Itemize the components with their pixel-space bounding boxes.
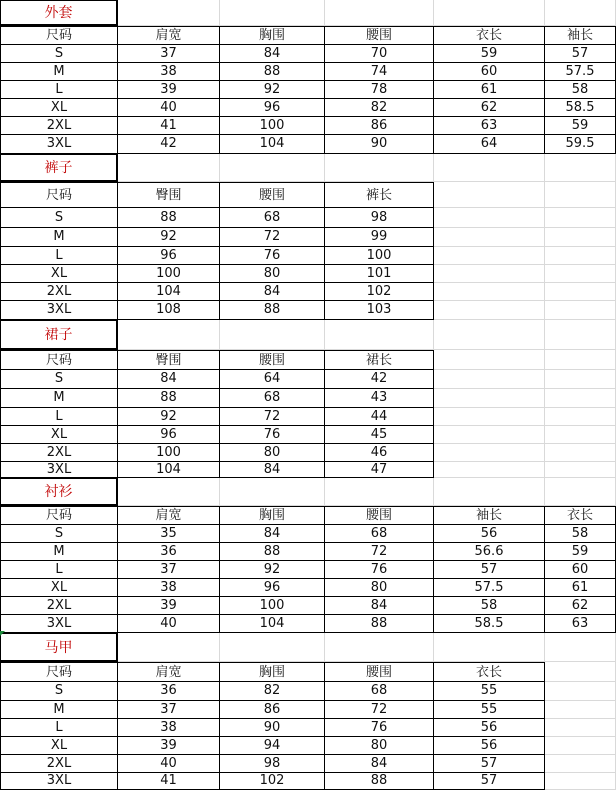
data-cell[interactable]: S [0,45,118,63]
data-cell[interactable]: 2XL [0,755,118,773]
data-cell[interactable]: L [0,408,118,426]
grid-cell[interactable] [545,408,616,426]
data-cell[interactable]: 2XL [0,117,118,135]
section-title[interactable]: 马甲 [0,633,118,662]
grid-cell[interactable] [545,773,616,790]
grid-cell[interactable] [118,320,220,350]
data-cell[interactable]: 63 [434,117,545,135]
data-cell[interactable]: 100 [220,117,325,135]
data-cell[interactable]: 39 [118,737,220,755]
grid-cell[interactable] [545,301,616,320]
data-cell[interactable]: 84 [325,597,434,615]
header-cell[interactable]: 尺码 [0,350,118,370]
data-cell[interactable]: 46 [325,444,434,462]
data-cell[interactable]: 72 [325,543,434,561]
data-cell[interactable]: 88 [220,301,325,320]
data-cell[interactable]: M [0,228,118,247]
data-cell[interactable]: 92 [118,228,220,247]
grid-cell[interactable] [220,154,325,182]
grid-cell[interactable] [545,370,616,389]
grid-cell[interactable] [545,265,616,283]
data-cell[interactable]: 88 [325,773,434,790]
section-title[interactable]: 裤子 [0,154,118,182]
data-cell[interactable]: 104 [118,462,220,478]
grid-cell[interactable] [545,0,616,26]
data-cell[interactable]: 90 [220,719,325,737]
header-cell[interactable]: 腰围 [325,26,434,45]
grid-cell[interactable] [545,154,616,182]
data-cell[interactable]: 35 [118,525,220,543]
data-cell[interactable]: 3XL [0,773,118,790]
data-cell[interactable]: 88 [325,615,434,633]
header-cell[interactable]: 裙长 [325,350,434,370]
data-cell[interactable]: 59 [545,117,616,135]
grid-cell[interactable] [434,389,545,408]
grid-cell[interactable] [434,182,545,208]
data-cell[interactable]: 61 [434,81,545,99]
grid-cell[interactable] [434,370,545,389]
data-cell[interactable]: 76 [220,426,325,444]
header-cell[interactable]: 腰围 [220,182,325,208]
data-cell[interactable]: 84 [118,370,220,389]
data-cell[interactable]: 96 [220,579,325,597]
data-cell[interactable]: 84 [220,283,325,301]
data-cell[interactable]: 99 [325,228,434,247]
data-cell[interactable]: 3XL [0,301,118,320]
header-cell[interactable]: 胸围 [220,662,325,682]
data-cell[interactable]: 96 [220,99,325,117]
data-cell[interactable]: 96 [118,247,220,265]
data-cell[interactable]: 57 [434,755,545,773]
data-cell[interactable]: 56 [434,525,545,543]
grid-cell[interactable] [545,719,616,737]
data-cell[interactable]: 42 [118,135,220,154]
data-cell[interactable]: 36 [118,543,220,561]
data-cell[interactable]: 47 [325,462,434,478]
data-cell[interactable]: L [0,719,118,737]
data-cell[interactable]: M [0,543,118,561]
grid-cell[interactable] [434,247,545,265]
grid-cell[interactable] [220,633,325,662]
data-cell[interactable]: 56 [434,719,545,737]
grid-cell[interactable] [434,208,545,228]
data-cell[interactable]: 59 [434,45,545,63]
data-cell[interactable]: XL [0,426,118,444]
data-cell[interactable]: 92 [220,561,325,579]
data-cell[interactable]: 68 [220,389,325,408]
grid-cell[interactable] [545,444,616,462]
data-cell[interactable]: 84 [220,462,325,478]
data-cell[interactable]: M [0,389,118,408]
data-cell[interactable]: 86 [325,117,434,135]
grid-cell[interactable] [325,154,434,182]
data-cell[interactable]: 40 [118,755,220,773]
data-cell[interactable]: 84 [220,525,325,543]
cell-comment-marker [0,631,5,636]
header-cell[interactable]: 腰围 [220,350,325,370]
data-cell[interactable]: 104 [118,283,220,301]
data-cell[interactable]: 84 [325,755,434,773]
header-cell[interactable]: 肩宽 [118,662,220,682]
grid-cell[interactable] [434,265,545,283]
grid-cell[interactable] [434,301,545,320]
grid-cell[interactable] [434,350,545,370]
data-cell[interactable]: 72 [220,228,325,247]
data-cell[interactable]: 88 [118,208,220,228]
data-cell[interactable]: 45 [325,426,434,444]
data-cell[interactable]: 84 [220,45,325,63]
data-cell[interactable]: 90 [325,135,434,154]
grid-cell[interactable] [434,283,545,301]
data-cell[interactable]: 59.5 [545,135,616,154]
data-cell[interactable]: 94 [220,737,325,755]
data-cell[interactable]: 92 [118,408,220,426]
grid-cell[interactable] [545,682,616,701]
grid-cell[interactable] [434,444,545,462]
data-cell[interactable]: 38 [118,63,220,81]
data-cell[interactable]: 37 [118,701,220,719]
data-cell[interactable]: 64 [434,135,545,154]
data-cell[interactable]: 80 [325,737,434,755]
data-cell[interactable]: 80 [220,444,325,462]
grid-cell[interactable] [325,0,434,26]
data-cell[interactable]: 100 [118,444,220,462]
data-cell[interactable]: 88 [220,543,325,561]
data-cell[interactable]: 3XL [0,462,118,478]
grid-cell[interactable] [434,633,545,662]
grid-cell[interactable] [545,247,616,265]
data-cell[interactable]: 39 [118,81,220,99]
data-cell[interactable]: 40 [118,615,220,633]
grid-cell[interactable] [545,389,616,408]
data-cell[interactable]: 76 [220,247,325,265]
header-cell[interactable]: 胸围 [220,26,325,45]
data-cell[interactable]: 82 [220,682,325,701]
grid-cell[interactable] [325,633,434,662]
grid-cell[interactable] [325,320,434,350]
data-cell[interactable]: 104 [220,615,325,633]
data-cell[interactable]: L [0,561,118,579]
data-cell[interactable]: 88 [118,389,220,408]
grid-cell[interactable] [545,462,616,478]
header-cell[interactable]: 尺码 [0,26,118,45]
grid-cell[interactable] [118,633,220,662]
data-cell[interactable]: 70 [325,45,434,63]
data-cell[interactable]: 3XL [0,135,118,154]
data-cell[interactable]: XL [0,99,118,117]
grid-cell[interactable] [545,478,616,506]
data-cell[interactable]: 38 [118,719,220,737]
section-title[interactable]: 裙子 [0,320,118,350]
grid-cell[interactable] [545,737,616,755]
data-cell[interactable]: L [0,247,118,265]
data-cell[interactable]: 55 [434,682,545,701]
grid-cell[interactable] [545,426,616,444]
data-cell[interactable]: 60 [434,63,545,81]
data-cell[interactable]: 103 [325,301,434,320]
data-cell[interactable]: 92 [220,81,325,99]
grid-cell[interactable] [545,633,616,662]
data-cell[interactable]: 59 [545,543,616,561]
data-cell[interactable]: 57 [434,561,545,579]
data-cell[interactable]: 76 [325,561,434,579]
header-cell[interactable]: 袖长 [434,506,545,525]
header-cell[interactable]: 肩宽 [118,506,220,525]
header-cell[interactable]: 衣长 [434,26,545,45]
data-cell[interactable]: 102 [325,283,434,301]
data-cell[interactable]: 41 [118,117,220,135]
data-cell[interactable]: S [0,370,118,389]
data-cell[interactable]: XL [0,579,118,597]
data-cell[interactable]: S [0,682,118,701]
grid-cell[interactable] [434,320,545,350]
header-cell[interactable]: 尺码 [0,182,118,208]
header-cell[interactable]: 肩宽 [118,26,220,45]
data-cell[interactable]: S [0,208,118,228]
data-cell[interactable]: 57 [434,773,545,790]
grid-cell[interactable] [545,208,616,228]
data-cell[interactable]: 98 [325,208,434,228]
data-cell[interactable]: 80 [220,265,325,283]
grid-cell[interactable] [545,350,616,370]
data-cell[interactable]: L [0,81,118,99]
data-cell[interactable]: 2XL [0,283,118,301]
data-cell[interactable]: XL [0,265,118,283]
grid-cell[interactable] [325,478,434,506]
data-cell[interactable]: 40 [118,99,220,117]
data-cell[interactable]: 36 [118,682,220,701]
data-cell[interactable]: 57.5 [545,63,616,81]
grid-cell[interactable] [434,408,545,426]
data-cell[interactable]: 58 [545,81,616,99]
data-cell[interactable]: 58.5 [545,99,616,117]
grid-cell[interactable] [545,755,616,773]
header-cell[interactable]: 胸围 [220,506,325,525]
header-cell[interactable]: 尺码 [0,662,118,682]
grid-cell[interactable] [434,426,545,444]
header-cell[interactable]: 袖长 [545,26,616,45]
grid-cell[interactable] [434,478,545,506]
data-cell[interactable]: 98 [220,755,325,773]
data-cell[interactable]: 57 [545,45,616,63]
header-cell[interactable]: 腰围 [325,506,434,525]
header-cell[interactable]: 衣长 [545,506,616,525]
grid-cell[interactable] [118,154,220,182]
data-cell[interactable]: 62 [434,99,545,117]
data-cell[interactable]: 88 [220,63,325,81]
data-cell[interactable]: 2XL [0,597,118,615]
data-cell[interactable]: 2XL [0,444,118,462]
grid-cell[interactable] [545,182,616,208]
data-cell[interactable]: 100 [220,597,325,615]
data-cell[interactable]: 86 [220,701,325,719]
data-cell[interactable]: 96 [118,426,220,444]
data-cell[interactable]: 80 [325,579,434,597]
data-cell[interactable]: 104 [220,135,325,154]
data-cell[interactable]: S [0,525,118,543]
data-cell[interactable]: 74 [325,63,434,81]
data-cell[interactable]: 37 [118,45,220,63]
data-cell[interactable]: 3XL [0,615,118,633]
grid-cell[interactable] [545,662,616,682]
header-cell[interactable]: 裤长 [325,182,434,208]
data-cell[interactable]: 58 [434,597,545,615]
section-title[interactable]: 衬衫 [0,478,118,506]
header-cell[interactable]: 臀围 [118,182,220,208]
header-cell[interactable]: 腰围 [325,662,434,682]
grid-cell[interactable] [118,478,220,506]
data-cell[interactable]: 82 [325,99,434,117]
data-cell[interactable]: 108 [118,301,220,320]
grid-cell[interactable] [434,0,545,26]
data-cell[interactable]: 78 [325,81,434,99]
grid-cell[interactable] [545,283,616,301]
data-cell[interactable]: 72 [220,408,325,426]
data-cell[interactable]: 68 [325,682,434,701]
data-cell[interactable]: 64 [220,370,325,389]
data-cell[interactable]: 60 [545,561,616,579]
data-cell[interactable]: 42 [325,370,434,389]
data-cell[interactable]: 100 [325,247,434,265]
data-cell[interactable]: 76 [325,719,434,737]
data-cell[interactable]: 68 [325,525,434,543]
data-cell[interactable]: 39 [118,597,220,615]
data-cell[interactable]: 58 [545,525,616,543]
data-cell[interactable]: 63 [545,615,616,633]
grid-cell[interactable] [545,320,616,350]
data-cell[interactable]: 38 [118,579,220,597]
data-cell[interactable]: 41 [118,773,220,790]
data-cell[interactable]: 57.5 [434,579,545,597]
data-cell[interactable]: 61 [545,579,616,597]
data-cell[interactable]: 100 [118,265,220,283]
header-cell[interactable]: 衣长 [434,662,545,682]
grid-cell[interactable] [220,478,325,506]
grid-cell[interactable] [220,0,325,26]
data-cell[interactable]: 56.6 [434,543,545,561]
header-cell[interactable]: 尺码 [0,506,118,525]
data-cell[interactable]: 44 [325,408,434,426]
data-cell[interactable]: 43 [325,389,434,408]
data-cell[interactable]: 72 [325,701,434,719]
grid-cell[interactable] [434,462,545,478]
section-title[interactable]: 外套 [0,0,118,26]
grid-cell[interactable] [545,701,616,719]
data-cell[interactable]: 68 [220,208,325,228]
data-cell[interactable]: 37 [118,561,220,579]
data-cell[interactable]: XL [0,737,118,755]
grid-cell[interactable] [545,228,616,247]
data-cell[interactable]: 62 [545,597,616,615]
data-cell[interactable]: M [0,701,118,719]
data-cell[interactable]: 58.5 [434,615,545,633]
data-cell[interactable]: 102 [220,773,325,790]
grid-cell[interactable] [434,154,545,182]
grid-cell[interactable] [434,228,545,247]
data-cell[interactable]: 56 [434,737,545,755]
header-cell[interactable]: 臀围 [118,350,220,370]
data-cell[interactable]: M [0,63,118,81]
data-cell[interactable]: 101 [325,265,434,283]
data-cell[interactable]: 55 [434,701,545,719]
grid-cell[interactable] [220,320,325,350]
grid-cell[interactable] [118,0,220,26]
